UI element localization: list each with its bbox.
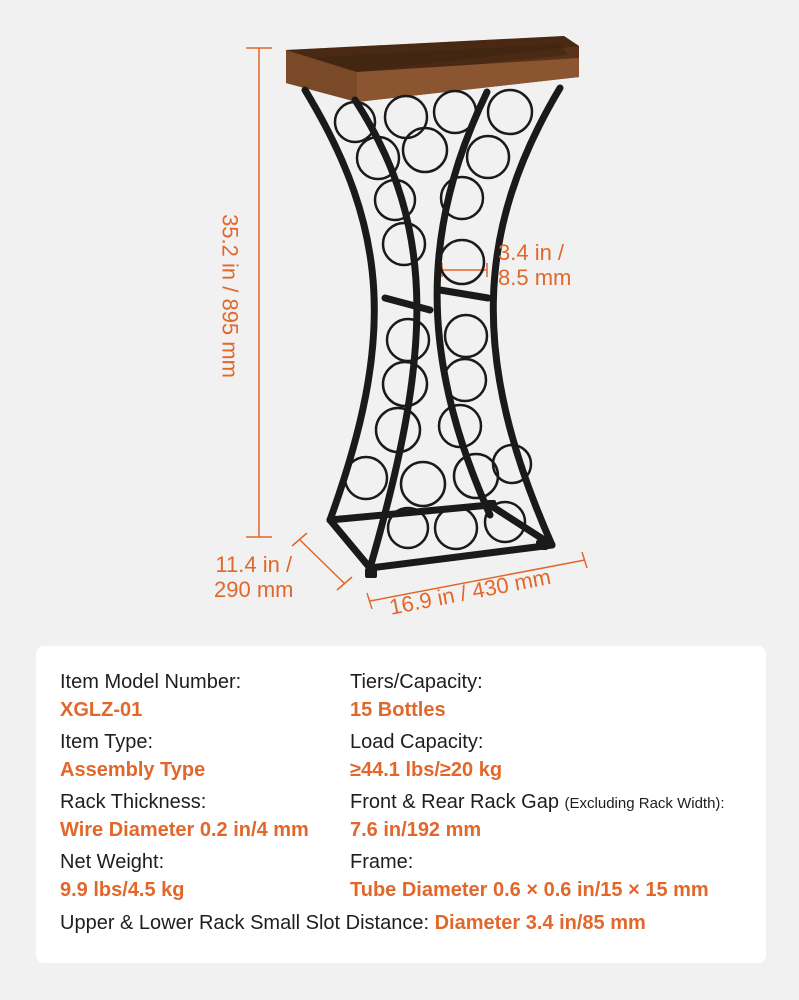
spec-label bbox=[350, 790, 725, 814]
spec-item-type bbox=[60, 730, 205, 782]
spec-frame bbox=[350, 850, 709, 902]
spec-tiers-capacity bbox=[350, 670, 483, 722]
spec-value: Tube Diameter 0.6 × 0.6 in/15 × 15 mm bbox=[350, 879, 709, 901]
height-dimension-line bbox=[246, 48, 272, 537]
spec-value: XGLZ-01 bbox=[60, 699, 143, 721]
spec-label: Frame: bbox=[350, 851, 414, 873]
spec-value: Assembly Type bbox=[60, 759, 206, 781]
spec-label: Load Capacity: bbox=[350, 731, 484, 753]
slot-gap-dimension-label bbox=[498, 240, 571, 291]
metal-frame bbox=[305, 88, 560, 568]
spec-label: Rack Thickness: bbox=[60, 791, 207, 813]
spec-value: 15 Bottles bbox=[350, 699, 446, 721]
spec-label-main: Front & Rear Rack Gap bbox=[350, 791, 559, 813]
depth-dimension-label bbox=[214, 552, 293, 603]
spec-label: Net Weight: bbox=[60, 851, 165, 873]
spec-value: Wire Diameter 0.2 in/4 mm bbox=[60, 819, 309, 841]
depth-line-2: 290 mm bbox=[214, 577, 294, 603]
spec-value: Diameter 3.4 in/85 mm bbox=[434, 912, 646, 934]
spec-rack-thickness bbox=[60, 790, 309, 842]
slot-gap-line-2: 8.5 mm bbox=[498, 265, 572, 291]
wooden-tray-top bbox=[286, 36, 579, 102]
spec-net-weight bbox=[60, 850, 185, 902]
spec-load-capacity bbox=[350, 730, 502, 782]
height-dimension-label: 35.2 in / 895 mm bbox=[217, 214, 243, 378]
specifications-card bbox=[36, 646, 766, 963]
spec-label: Tiers/Capacity: bbox=[350, 671, 483, 693]
bottle-rings bbox=[335, 90, 532, 549]
spec-label: Item Type: bbox=[60, 731, 154, 753]
depth-dimension-line bbox=[292, 533, 352, 590]
spec-rack-gap bbox=[350, 790, 725, 842]
spec-value: 7.6 in/192 mm bbox=[350, 819, 482, 841]
spec-label-note: (Excluding Rack Width): bbox=[564, 795, 725, 812]
spec-value: 9.9 lbs/4.5 kg bbox=[60, 879, 185, 901]
spec-value: ≥44.1 lbs/≥20 kg bbox=[350, 759, 503, 781]
width-dimension-label: 16.9 in / 430 mm bbox=[387, 563, 553, 620]
spec-slot-distance bbox=[60, 912, 646, 935]
spec-label: Item Model Number: bbox=[60, 671, 242, 693]
depth-line-1: 11.4 in / bbox=[215, 552, 293, 577]
spec-label: Upper & Lower Rack Small Slot Distance: bbox=[60, 912, 435, 934]
spec-model-number bbox=[60, 670, 241, 722]
slot-gap-line-1: 3.4 in / bbox=[498, 240, 565, 265]
